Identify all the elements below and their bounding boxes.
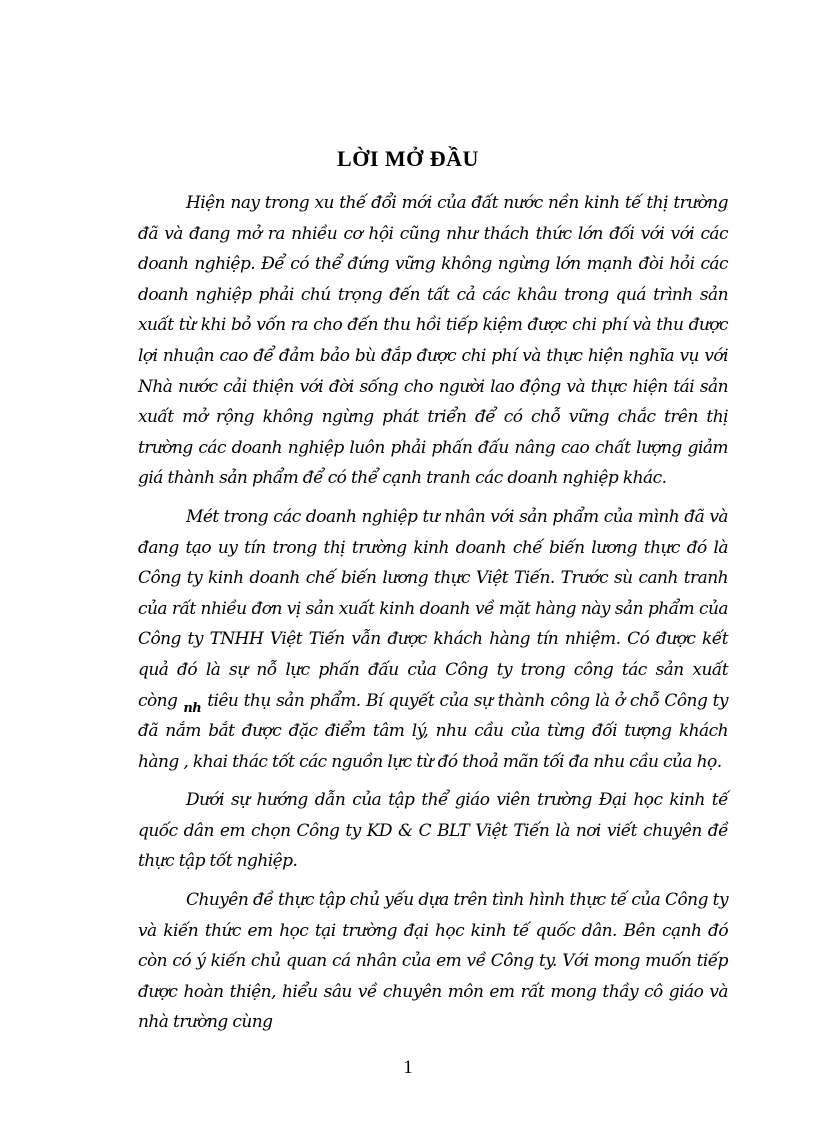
paragraph-company-text-after: tiêu thụ sản phẩm. Bí quyết của sự thành công là ở chỗ Công ty đã nắm bắt được đặc điểm tâm lý, nhu cầu của từng đối tượng khách hàng , khai thác tốt các nguồn lực từ đó thoả mãn tối đa nhu cầu của họ. [138, 690, 728, 772]
paragraph-scope: Chuyên đề thực tập chủ yếu dựa trên tình hình thực tế của Công ty và kiến thức em học tại trường đại học kinh tế quốc dân. Bên cạnh đó còn có ý kiến chủ quan cá nhân của em về Công ty. Với mong muốn tiếp được hoàn thiện, hiểu sâu về chuyên môn em rất mong thầy cô giáo và nhà trường cùng [138, 890, 728, 1033]
paragraph-company [138, 502, 728, 777]
page-title: LỜI MỞ ĐẦU [337, 146, 479, 171]
paragraph-intro: Hiện nay trong xu thế đổi mới của đất nước nền kinh tế thị trường đã và đang mở ra nhiều cơ hội cũng như thách thức lớn đối với với các doanh nghiệp. Để có thể đứng vững không ngừng lớn mạnh đòi hỏi các doanh nghiệp phải chú trọng đến tất cả các khâu trong quá trình sản xuất từ khi bỏ vốn ra cho đến thu hồi tiếp kiệm được chi phí và thu được lợi nhuận cao để đảm bảo bù đắp được chi phí và thực hiện nghĩa vụ với Nhà nước cải thiện với đời sống cho người lao động và thực hiện tái sản xuất mở rộng không ngừng phát triển để có chỗ vững chắc trên thị trường các doanh nghiệp luôn phải phấn đấu nâng cao chất lượng giảm giá thành sản phẩm để có thể cạnh tranh các doanh nghiệp khác. [138, 193, 728, 489]
paragraph-company-text-before: Mét trong các doanh nghiệp tư nhân với sản phẩm của mình đã và đang tạo uy tín trong thị trường kinh doanh chế biến lương thực đó là Công ty kinh doanh chế biến lương thực Việt Tiến. Trước sù canh tranh của rất nhiều đơn vị sản xuất kinh doanh về mặt hàng này sản phẩm của Công ty TNHH Việt Tiến vẫn được khách hàng tín nhiệm. Có được kết quả đó là sự nỗ lực phấn đấu của Công ty trong công tác sản xuất còng [138, 506, 728, 711]
body-text [138, 188, 728, 1046]
subscript-mark: nh [183, 700, 202, 716]
page-number: 1 [403, 1057, 413, 1078]
paragraph-guidance: Dưới sự hướng dẫn của tập thể giáo viên trường Đại học kinh tế quốc dân em chọn Công ty KD & C BLT Việt Tiến là nơi viết chuyên đề thực tập tốt nghiệp. [138, 790, 728, 872]
